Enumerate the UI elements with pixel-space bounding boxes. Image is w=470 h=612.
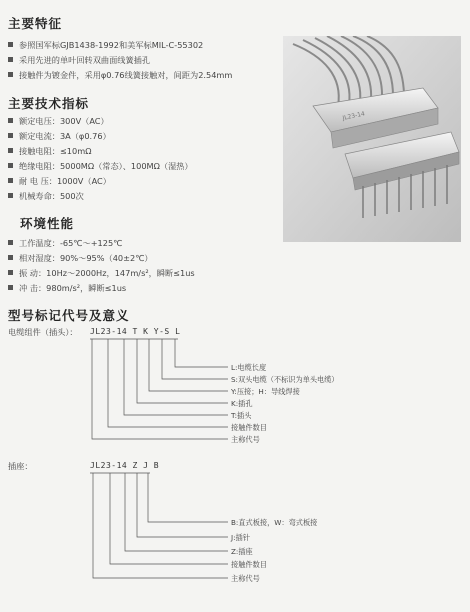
cable-legend-item: K:插孔	[231, 399, 253, 408]
cable-legend-item: L:电缆长度	[231, 363, 267, 372]
svg-text:JL23-14: JL23-14	[341, 110, 366, 122]
spec-item: 接触电阻：≤10mΩ	[8, 146, 91, 157]
feature-item: 采用先进的单叶回转双曲面线簧插孔	[8, 55, 150, 66]
section-title-features: 主要特征	[8, 16, 63, 31]
cable-label: 电缆组件（插头）：	[8, 327, 78, 337]
spec-item: 耐 电 压：1000V（AC）	[8, 176, 111, 187]
cable-legend-item: Y:压接；H：导线焊接	[231, 387, 300, 396]
socket-legend-item: 接触件数目	[231, 560, 267, 569]
cable-legend-item: S:双头电缆（不标识为单头电缆）	[231, 375, 339, 384]
section-title-environment: 环境性能	[20, 216, 75, 231]
spec-item: 额定电压：300V（AC）	[8, 116, 109, 127]
cable-legend-item: T:插头	[231, 411, 252, 420]
spec-item: 额定电流：3A（φ0.76）	[8, 131, 111, 142]
env-item: 冲 击：980m/s²，瞬断≤1us	[8, 283, 126, 294]
socket-code: JL23-14 Z J B	[90, 461, 160, 470]
cable-legend-item: 主称代号	[231, 435, 260, 444]
socket-legend-item: Z:插座	[231, 547, 253, 556]
spec-item: 机械寿命：500次	[8, 191, 84, 202]
feature-item: 接触件为镀金件，采用φ0.76线簧接触对，间距为2.54mm	[8, 70, 232, 81]
socket-legend-item: 主称代号	[231, 574, 260, 583]
socket-label: 插座：	[8, 461, 33, 471]
spec-item: 绝缘电阻：5000MΩ（常态）、100MΩ（湿热）	[8, 161, 193, 172]
cable-code: JL23-14 T K Y-S L	[90, 327, 181, 336]
section-title-model-code: 型号标记代号及意义	[8, 308, 130, 323]
socket-legend-item: J:插针	[231, 533, 250, 542]
section-title-specs: 主要技术指标	[8, 96, 90, 111]
env-item: 工作温度：-65℃～+125℃	[8, 238, 122, 249]
socket-legend-item: B:直式板接，W：弯式板接	[231, 518, 318, 527]
env-item: 振 动：10Hz～2000Hz，147m/s²，瞬断≤1us	[8, 268, 195, 279]
env-item: 相对湿度：90%～95%（40±2℃）	[8, 253, 153, 264]
feature-item: 参照国军标GJB1438-1992和美军标MIL-C-55302	[8, 40, 203, 51]
cable-legend-item: 接触件数目	[231, 423, 267, 432]
